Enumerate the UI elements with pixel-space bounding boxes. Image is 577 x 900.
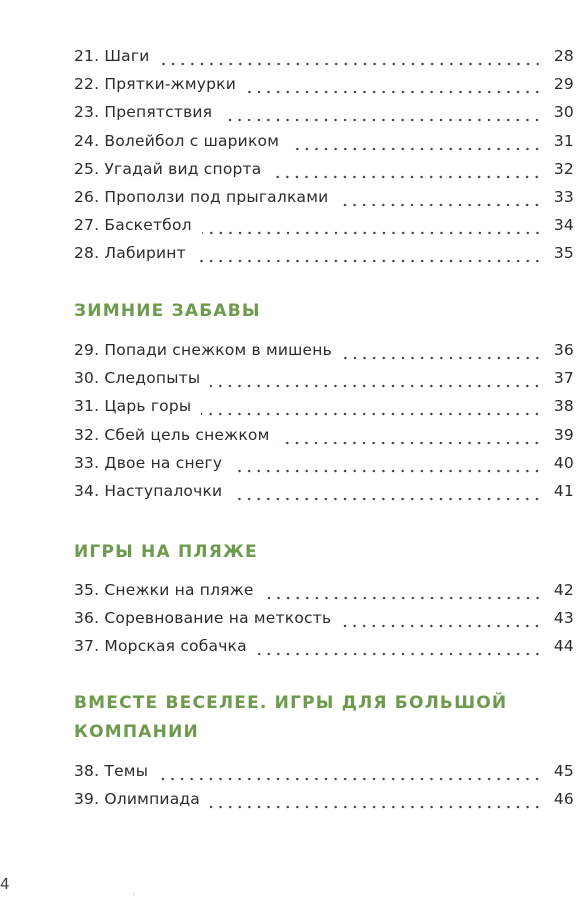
dot-leader	[342, 356, 542, 360]
dot-leader	[289, 147, 542, 151]
entry-number: 30.	[74, 369, 100, 388]
entry-page: 38	[553, 397, 574, 416]
entry-title: Морская собачка	[104, 637, 247, 656]
entry-page: 34	[553, 216, 574, 235]
toc-entry	[74, 244, 574, 272]
entry-page: 28	[553, 47, 574, 65]
entry-page: 33	[553, 187, 574, 206]
entry-number: 31.	[74, 397, 100, 416]
entry-number: 37.	[74, 637, 100, 656]
dot-leader	[201, 412, 542, 416]
dot-leader	[338, 203, 542, 207]
page-number: 4	[0, 875, 10, 893]
entry-number: 32.	[74, 425, 100, 444]
entry-page: 31	[553, 131, 574, 150]
entry-title: Прятки-жмурки	[104, 75, 236, 94]
entry-page: 41	[553, 481, 574, 500]
entry-page: 35	[553, 244, 574, 263]
entry-title: Шаги	[104, 47, 150, 65]
toc-entry	[74, 75, 574, 103]
toc-entry	[74, 103, 574, 131]
entry-page: 40	[553, 453, 574, 472]
dot-leader	[271, 175, 542, 179]
dot-leader	[222, 118, 542, 122]
entry-number: 29.	[74, 341, 100, 359]
entry-page: 36	[553, 341, 574, 359]
entry-number: 26.	[74, 187, 100, 206]
entry-title: Препятствия	[104, 103, 213, 122]
entry-number: 39.	[74, 790, 100, 809]
entry-number: 36.	[74, 609, 100, 628]
heading-line: КОМПАНИИ	[74, 722, 199, 742]
entry-page: 46	[553, 790, 574, 809]
entry-title: Волейбол с шариком	[104, 131, 280, 150]
toc-entry	[74, 216, 574, 244]
entry-page: 30	[553, 103, 574, 122]
entry-title: Следопыты	[104, 369, 201, 388]
dot-leader	[232, 469, 542, 473]
section-heading-winter: ЗИМНИЕ ЗАБАВЫ	[74, 301, 261, 321]
dot-leader	[160, 62, 543, 66]
dot-leader	[279, 441, 542, 445]
entry-title: Снежки на пляже	[104, 581, 254, 599]
print-mark: '	[133, 893, 135, 900]
toc-entry	[74, 160, 574, 188]
entry-page: 44	[553, 637, 574, 656]
dot-leader	[210, 384, 542, 388]
entry-number: 34.	[74, 481, 100, 500]
dot-leader	[158, 777, 542, 781]
toc-entry	[74, 397, 574, 425]
entry-page: 42	[553, 581, 574, 599]
entry-page: 32	[553, 159, 574, 178]
toc-entry	[74, 426, 574, 454]
toc-entry	[74, 581, 574, 609]
toc-entry	[74, 482, 574, 510]
dot-leader	[202, 231, 542, 235]
dot-leader	[210, 805, 542, 809]
entry-page: 43	[553, 609, 574, 628]
dot-leader	[196, 259, 542, 263]
toc-entry	[74, 47, 574, 75]
entry-title: Темы	[104, 762, 149, 780]
toc-entry	[74, 790, 574, 818]
entry-number: 27.	[74, 216, 100, 235]
entry-number: 28.	[74, 244, 100, 263]
dot-leader	[257, 652, 542, 656]
entry-page: 29	[553, 75, 574, 94]
dot-leader	[246, 90, 542, 94]
entry-number: 24.	[74, 131, 100, 150]
toc-entry	[74, 454, 574, 482]
entry-title: Проползи под прыгалками	[104, 187, 329, 206]
entry-title: Попади снежком в мишень	[104, 341, 332, 359]
entry-title: Двое на снегу	[104, 453, 223, 472]
toc-section-1	[74, 47, 574, 273]
entry-title: Царь горы	[104, 397, 192, 416]
entry-page: 37	[553, 369, 574, 388]
entry-number: 23.	[74, 103, 100, 122]
entry-title: Наступалочки	[104, 481, 223, 500]
toc-entry	[74, 637, 574, 665]
entry-number: 21.	[74, 47, 100, 65]
entry-number: 35.	[74, 581, 100, 599]
entry-number: 22.	[74, 75, 100, 94]
entry-page: 39	[553, 425, 574, 444]
toc-entry	[74, 132, 574, 160]
toc-entry	[74, 369, 574, 397]
entry-title: Угадай вид спорта	[104, 159, 262, 178]
dot-leader	[341, 624, 542, 628]
dot-leader	[264, 596, 542, 600]
entry-number: 38.	[74, 762, 100, 780]
entry-title: Лабиринт	[104, 244, 186, 263]
toc-entry	[74, 188, 574, 216]
toc-entry	[74, 609, 574, 637]
entry-title: Соревнование на меткость	[104, 609, 332, 628]
entry-title: Олимпиада	[104, 790, 201, 809]
section-heading-company	[74, 689, 534, 747]
toc-entry	[74, 341, 574, 369]
entry-number: 33.	[74, 453, 100, 472]
toc-section-4	[74, 762, 574, 818]
heading-line: ВМЕСТЕ ВЕСЕЛЕЕ. ИГРЫ ДЛЯ БОЛЬШОЙ	[74, 693, 508, 713]
entry-title: Баскетбол	[104, 216, 192, 235]
toc-section-3	[74, 581, 574, 666]
entry-number: 25.	[74, 159, 100, 178]
entry-page: 45	[553, 762, 574, 780]
toc-section-2	[74, 341, 574, 510]
toc-entry	[74, 762, 574, 790]
section-heading-beach: ИГРЫ НА ПЛЯЖЕ	[74, 542, 258, 562]
dot-leader	[232, 497, 542, 501]
entry-title: Сбей цель снежком	[104, 425, 270, 444]
